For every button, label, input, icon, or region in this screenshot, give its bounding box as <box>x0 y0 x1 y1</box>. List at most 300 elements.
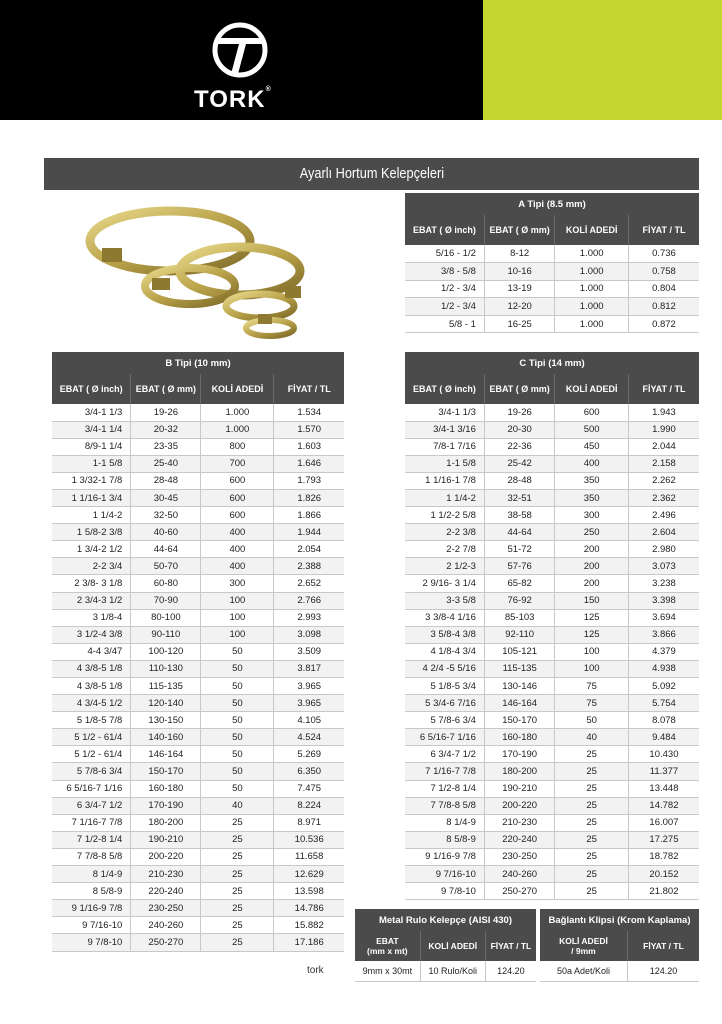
table-cell: 1.000 <box>201 421 274 438</box>
table-cell: 3 1/8-4 <box>52 609 131 626</box>
brand-logo-text <box>194 86 294 114</box>
table-cell: 28-48 <box>484 472 555 489</box>
table-cell: 1 1/4-2 <box>52 507 131 524</box>
table-cell: 125 <box>555 626 629 643</box>
table-cell: 2 3/4-3 1/2 <box>52 592 131 609</box>
table-cell: 3.866 <box>628 626 699 643</box>
table-cell: 3 3/8-4 1/16 <box>405 609 484 626</box>
table-cell: 3.817 <box>274 660 344 677</box>
table-row <box>405 558 699 575</box>
table-cell: 2.054 <box>274 541 344 558</box>
table-cell: 140-160 <box>131 729 201 746</box>
table-cell: 800 <box>201 438 274 455</box>
table-cell: 12.629 <box>274 866 344 883</box>
table-cell: 200 <box>555 558 629 575</box>
table-cell: 4.524 <box>274 729 344 746</box>
col-header-koli: KOLİ ADEDİ <box>555 215 629 245</box>
table-cell: 57-76 <box>484 558 555 575</box>
table-cell: 7/8-1 7/16 <box>405 438 484 455</box>
table-cell: 110-130 <box>131 660 201 677</box>
tork-logo-icon <box>212 22 268 78</box>
table-cell: 50 <box>201 763 274 780</box>
table-row <box>405 489 699 506</box>
table-cell: 2.362 <box>628 489 699 506</box>
table-row <box>52 455 344 472</box>
table-cell: 3.694 <box>628 609 699 626</box>
table-cell: 4.105 <box>274 712 344 729</box>
col-header-inch: EBAT ( Ø inch) <box>405 215 484 245</box>
table-cell: 7.475 <box>274 780 344 797</box>
table-cell: 21.802 <box>628 883 699 900</box>
table-cell: 0.812 <box>628 298 699 316</box>
table-cell: 7 1/2-8 1/4 <box>405 780 484 797</box>
table-cell: 5 1/2 - 61/4 <box>52 746 131 763</box>
table-cell: 10 Rulo/Koli <box>420 961 485 981</box>
klips-col-koli: KOLİ ADEDİ / 9mm <box>540 931 627 961</box>
table-cell: 22-36 <box>484 438 555 455</box>
table-cell: 14.786 <box>274 900 344 917</box>
table-cell: 1.000 <box>555 315 629 333</box>
table-cell: 0.872 <box>628 315 699 333</box>
table-cell: 400 <box>201 558 274 575</box>
table-row <box>405 455 699 472</box>
table-cell: 230-250 <box>484 848 555 865</box>
header-lime-panel <box>483 0 722 120</box>
table-cell: 60-80 <box>131 575 201 592</box>
table-cell: 1.866 <box>274 507 344 524</box>
table-cell: 400 <box>201 541 274 558</box>
table-row <box>405 866 699 883</box>
table-cell: 50 <box>201 660 274 677</box>
table-row <box>52 558 344 575</box>
table-cell: 146-164 <box>484 695 555 712</box>
table-row <box>52 814 344 831</box>
klips-col-fiyat: FİYAT / TL <box>627 931 699 961</box>
table-cell: 50-70 <box>131 558 201 575</box>
table-cell: 2.980 <box>628 541 699 558</box>
table-cell: 76-92 <box>484 592 555 609</box>
table-cell: 8.971 <box>274 814 344 831</box>
table-cell: 200 <box>555 575 629 592</box>
table-cell: 7 7/8-8 5/8 <box>52 848 131 865</box>
table-cell: 13-19 <box>484 280 555 298</box>
table-cell: 250-270 <box>131 934 201 951</box>
table-cell: 70-90 <box>131 592 201 609</box>
table-cell: 700 <box>201 455 274 472</box>
col-header-inch: EBAT ( Ø inch) <box>405 374 484 404</box>
table-row <box>540 961 699 981</box>
table-cell: 1 1/4-2 <box>405 489 484 506</box>
col-header-fiyat: FİYAT / TL <box>628 215 699 245</box>
table-cell: 1/2 - 3/4 <box>405 280 484 298</box>
table-cell: 9 7/8-10 <box>405 883 484 900</box>
table-row <box>52 660 344 677</box>
table-row <box>52 541 344 558</box>
table-row <box>405 507 699 524</box>
table-cell: 38-58 <box>484 507 555 524</box>
table-row <box>405 643 699 660</box>
table-cell: 25 <box>555 848 629 865</box>
table-row <box>405 541 699 558</box>
table-row <box>405 746 699 763</box>
table-cell: 2-2 3/8 <box>405 524 484 541</box>
table-cell: 5 7/8-6 3/4 <box>52 763 131 780</box>
table-a-caption: A Tipi (8.5 mm) <box>405 193 699 215</box>
table-cell: 40 <box>201 797 274 814</box>
table-cell: 100-120 <box>131 643 201 660</box>
table-cell: 100 <box>201 626 274 643</box>
table-row <box>52 404 344 421</box>
table-cell: 9 7/8-10 <box>52 934 131 951</box>
table-cell: 19-26 <box>484 404 555 421</box>
table-cell: 25-40 <box>131 455 201 472</box>
table-cell: 25 <box>555 780 629 797</box>
table-cell: 230-250 <box>131 900 201 917</box>
table-cell: 25 <box>555 866 629 883</box>
table-cell: 6 5/16-7 1/16 <box>405 729 484 746</box>
table-cell: 90-110 <box>131 626 201 643</box>
table-cell: 9 7/16-10 <box>405 866 484 883</box>
table-cell: 13.598 <box>274 883 344 900</box>
table-cell: 3/4-1 1/4 <box>52 421 131 438</box>
metal-col-koli: KOLİ ADEDİ <box>420 931 485 961</box>
table-cell: 1-1 5/8 <box>405 455 484 472</box>
table-cell: 220-240 <box>484 831 555 848</box>
table-cell: 25 <box>555 814 629 831</box>
col-header-mm: EBAT ( Ø mm) <box>484 374 555 404</box>
table-row <box>405 298 699 316</box>
table-row <box>405 609 699 626</box>
table-cell: 0.736 <box>628 245 699 263</box>
table-row <box>405 712 699 729</box>
table-row <box>405 438 699 455</box>
table-metal-rulo <box>355 909 536 982</box>
table-cell: 2.604 <box>628 524 699 541</box>
table-cell: 40 <box>555 729 629 746</box>
table-cell: 1.534 <box>274 404 344 421</box>
table-cell: 4.379 <box>628 643 699 660</box>
table-cell: 4-4 3/47 <box>52 643 131 660</box>
col-header-fiyat: FİYAT / TL <box>274 374 344 404</box>
table-row <box>52 695 344 712</box>
table-cell: 250-270 <box>484 883 555 900</box>
table-row <box>52 797 344 814</box>
table-cell: 1.000 <box>201 404 274 421</box>
table-row <box>405 524 699 541</box>
table-cell: 2-2 3/4 <box>52 558 131 575</box>
table-b-tipi <box>52 352 344 952</box>
table-row <box>405 814 699 831</box>
table-cell: 18.782 <box>628 848 699 865</box>
table-row <box>405 848 699 865</box>
table-cell: 600 <box>201 507 274 524</box>
table-cell: 50 <box>201 729 274 746</box>
table-cell: 146-164 <box>131 746 201 763</box>
table-cell: 5/8 - 1 <box>405 315 484 333</box>
metal-caption: Metal Rulo Kelepçe (AISI 430) <box>355 909 536 931</box>
table-cell: 1 3/4-2 1/2 <box>52 541 131 558</box>
table-cell: 5 3/4-6 7/16 <box>405 695 484 712</box>
table-row <box>405 263 699 281</box>
table-cell: 16-25 <box>484 315 555 333</box>
table-cell: 40-60 <box>131 524 201 541</box>
table-cell: 2.993 <box>274 609 344 626</box>
table-row <box>405 626 699 643</box>
klips-caption: Bağlantı Klipsi (Krom Kaplama) <box>540 909 699 931</box>
table-cell: 450 <box>555 438 629 455</box>
table-row <box>52 729 344 746</box>
metal-col-ebat: EBAT (mm x mt) <box>355 931 420 961</box>
table-row <box>405 660 699 677</box>
table-cell: 50 <box>201 780 274 797</box>
table-cell: 1.646 <box>274 455 344 472</box>
table-cell: 7 1/16-7 7/8 <box>52 814 131 831</box>
table-cell: 1.793 <box>274 472 344 489</box>
table-cell: 190-210 <box>131 831 201 848</box>
table-cell: 23-35 <box>131 438 201 455</box>
table-cell: 6 3/4-7 1/2 <box>52 797 131 814</box>
table-cell: 7 1/2-8 1/4 <box>52 831 131 848</box>
table-cell: 350 <box>555 472 629 489</box>
table-row <box>405 695 699 712</box>
table-cell: 25 <box>201 900 274 917</box>
table-cell: 180-200 <box>484 763 555 780</box>
table-b-caption: B Tipi (10 mm) <box>52 352 344 374</box>
table-cell: 9 1/16-9 7/8 <box>405 848 484 865</box>
table-row <box>355 961 536 981</box>
table-cell: 6.350 <box>274 763 344 780</box>
table-cell: 1.826 <box>274 489 344 506</box>
table-cell: 20.152 <box>628 866 699 883</box>
table-cell: 160-180 <box>131 780 201 797</box>
metal-col-fiyat: FİYAT / TL <box>485 931 536 961</box>
table-row <box>52 917 344 934</box>
table-cell: 150-170 <box>131 763 201 780</box>
table-cell: 1.000 <box>555 245 629 263</box>
table-cell: 16.007 <box>628 814 699 831</box>
table-c-tipi <box>405 352 699 900</box>
table-cell: 124.20 <box>485 961 536 981</box>
table-cell: 1.603 <box>274 438 344 455</box>
table-cell: 8 5/8-9 <box>52 883 131 900</box>
table-cell: 25-42 <box>484 455 555 472</box>
table-cell: 180-200 <box>131 814 201 831</box>
table-cell: 100 <box>555 643 629 660</box>
col-header-mm: EBAT ( Ø mm) <box>131 374 201 404</box>
table-cell: 92-110 <box>484 626 555 643</box>
table-cell: 1.944 <box>274 524 344 541</box>
table-cell: 3.073 <box>628 558 699 575</box>
table-cell: 4 3/8-5 1/8 <box>52 660 131 677</box>
table-cell: 15.882 <box>274 917 344 934</box>
table-cell: 80-100 <box>131 609 201 626</box>
table-cell: 0.758 <box>628 263 699 281</box>
table-cell: 32-51 <box>484 489 555 506</box>
hose-clamps-photo <box>80 196 350 346</box>
table-cell: 7 7/8-8 5/8 <box>405 797 484 814</box>
table-cell: 100 <box>201 609 274 626</box>
table-cell: 7 1/16-7 7/8 <box>405 763 484 780</box>
table-row <box>52 524 344 541</box>
table-cell: 14.782 <box>628 797 699 814</box>
table-row <box>405 780 699 797</box>
table-cell: 3.965 <box>274 678 344 695</box>
table-cell: 2.766 <box>274 592 344 609</box>
table-cell: 3/8 - 5/8 <box>405 263 484 281</box>
table-row <box>52 780 344 797</box>
col-header-inch: EBAT ( Ø inch) <box>52 374 131 404</box>
table-cell: 50 <box>555 712 629 729</box>
table-cell: 5 1/2 - 61/4 <box>52 729 131 746</box>
table-cell: 3/4-1 3/16 <box>405 421 484 438</box>
table-cell: 130-150 <box>131 712 201 729</box>
table-cell: 8 1/4-9 <box>405 814 484 831</box>
table-cell: 1.000 <box>555 280 629 298</box>
table-row <box>405 883 699 900</box>
table-cell: 4 1/8-4 3/4 <box>405 643 484 660</box>
table-cell: 50a Adet/Koli <box>540 961 627 981</box>
table-row <box>52 575 344 592</box>
brand-name: TORK <box>194 86 266 113</box>
table-cell: 5 7/8-6 3/4 <box>405 712 484 729</box>
table-cell: 3.098 <box>274 626 344 643</box>
table-cell: 85-103 <box>484 609 555 626</box>
table-cell: 2.044 <box>628 438 699 455</box>
table-cell: 50 <box>201 695 274 712</box>
table-row <box>52 489 344 506</box>
table-cell: 20-32 <box>131 421 201 438</box>
table-cell: 9 1/16-9 7/8 <box>52 900 131 917</box>
table-cell: 160-180 <box>484 729 555 746</box>
table-cell: 1.000 <box>555 298 629 316</box>
table-cell: 28-48 <box>131 472 201 489</box>
table-cell: 25 <box>201 831 274 848</box>
table-cell: 130-146 <box>484 678 555 695</box>
table-cell: 5/16 - 1/2 <box>405 245 484 263</box>
table-cell: 125 <box>555 609 629 626</box>
table-cell: 25 <box>201 866 274 883</box>
table-row <box>405 575 699 592</box>
table-row <box>405 280 699 298</box>
table-cell: 12-20 <box>484 298 555 316</box>
table-cell: 44-64 <box>131 541 201 558</box>
table-cell: 5.269 <box>274 746 344 763</box>
table-row <box>52 763 344 780</box>
page-title: Ayarlı Hortum Kelepçeleri <box>299 165 444 182</box>
table-cell: 5 1/8-5 7/8 <box>52 712 131 729</box>
table-cell: 5 1/8-5 3/4 <box>405 678 484 695</box>
col-header-koli: KOLİ ADEDİ <box>201 374 274 404</box>
table-cell: 1 1/16-1 3/4 <box>52 489 131 506</box>
table-cell: 200 <box>555 541 629 558</box>
table-row <box>405 678 699 695</box>
table-cell: 105-121 <box>484 643 555 660</box>
table-cell: 8 1/4-9 <box>52 866 131 883</box>
table-cell: 600 <box>555 404 629 421</box>
table-cell: 3.398 <box>628 592 699 609</box>
table-cell: 1 1/16-1 7/8 <box>405 472 484 489</box>
table-cell: 1.570 <box>274 421 344 438</box>
table-row <box>405 421 699 438</box>
table-cell: 100 <box>555 660 629 677</box>
table-row <box>405 472 699 489</box>
table-cell: 400 <box>201 524 274 541</box>
table-cell: 250 <box>555 524 629 541</box>
table-cell: 1.990 <box>628 421 699 438</box>
table-c-caption: C Tipi (14 mm) <box>405 352 699 374</box>
table-row <box>52 643 344 660</box>
table-cell: 200-220 <box>131 848 201 865</box>
table-cell: 11.377 <box>628 763 699 780</box>
table-a-tipi <box>405 193 699 333</box>
table-cell: 17.186 <box>274 934 344 951</box>
table-cell: 1/2 - 3/4 <box>405 298 484 316</box>
table-row <box>52 934 344 951</box>
col-header-fiyat: FİYAT / TL <box>628 374 699 404</box>
table-cell: 1 1/2-2 5/8 <box>405 507 484 524</box>
footer-text: tork <box>307 965 324 976</box>
table-cell: 13.448 <box>628 780 699 797</box>
table-cell: 50 <box>201 643 274 660</box>
table-cell: 4 3/8-5 1/8 <box>52 678 131 695</box>
table-row <box>405 245 699 263</box>
table-cell: 8-12 <box>484 245 555 263</box>
table-cell: 600 <box>201 472 274 489</box>
table-cell: 9.484 <box>628 729 699 746</box>
table-row <box>52 626 344 643</box>
table-row <box>405 404 699 421</box>
table-row <box>405 729 699 746</box>
table-cell: 1-1 5/8 <box>52 455 131 472</box>
table-cell: 2.158 <box>628 455 699 472</box>
table-cell: 25 <box>555 763 629 780</box>
table-cell: 25 <box>201 934 274 951</box>
table-cell: 2.496 <box>628 507 699 524</box>
table-cell: 3.509 <box>274 643 344 660</box>
table-cell: 9mm x 30mt <box>355 961 420 981</box>
table-cell: 10-16 <box>484 263 555 281</box>
table-cell: 2 1/2-3 <box>405 558 484 575</box>
table-cell: 2.388 <box>274 558 344 575</box>
table-row <box>52 438 344 455</box>
brand-reg-mark: ® <box>265 86 272 93</box>
table-row <box>52 883 344 900</box>
table-row <box>52 712 344 729</box>
table-row <box>52 678 344 695</box>
table-cell: 4.938 <box>628 660 699 677</box>
table-row <box>405 831 699 848</box>
table-cell: 75 <box>555 678 629 695</box>
table-cell: 100 <box>201 592 274 609</box>
table-cell: 124.20 <box>627 961 699 981</box>
table-cell: 2.652 <box>274 575 344 592</box>
table-cell: 25 <box>201 814 274 831</box>
table-cell: 25 <box>201 917 274 934</box>
table-cell: 3.965 <box>274 695 344 712</box>
table-cell: 6 3/4-7 1/2 <box>405 746 484 763</box>
table-cell: 25 <box>201 883 274 900</box>
table-cell: 5.754 <box>628 695 699 712</box>
table-cell: 44-64 <box>484 524 555 541</box>
table-row <box>405 315 699 333</box>
table-cell: 1 5/8-2 3/8 <box>52 524 131 541</box>
table-cell: 10.536 <box>274 831 344 848</box>
table-row <box>405 797 699 814</box>
table-row <box>52 592 344 609</box>
table-cell: 1.943 <box>628 404 699 421</box>
table-cell: 4 3/4-5 1/2 <box>52 695 131 712</box>
table-cell: 25 <box>201 848 274 865</box>
